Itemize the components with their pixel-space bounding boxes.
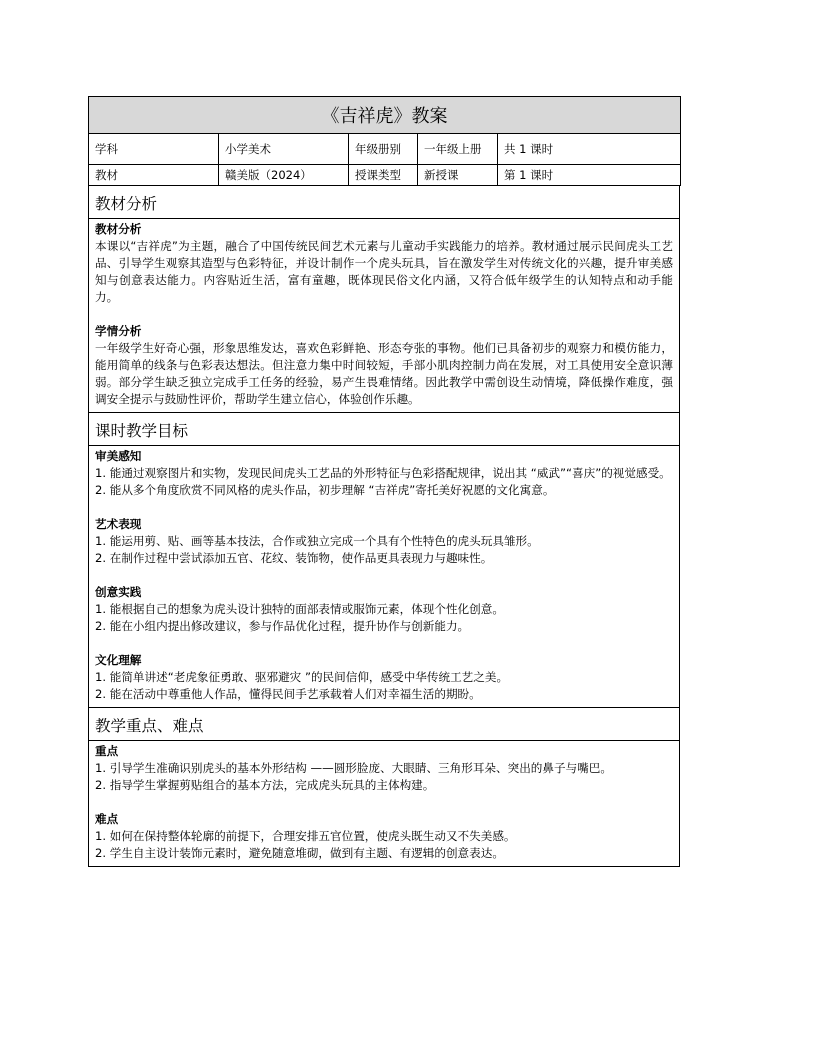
list-item: 2. 指导学生掌握剪贴组合的基本方法，完成虎头玩具的主体构建。 (95, 778, 435, 792)
total-hours: 共 1 课时 (498, 134, 681, 165)
grade-label: 年级册别 (349, 134, 418, 165)
section-heading: 课时教学目标 (89, 413, 679, 446)
subject-label: 学科 (89, 134, 219, 165)
lesson-number: 第 1 课时 (498, 165, 681, 186)
list-item: 2. 学生自主设计装饰元素时，避免随意堆砌，做到有主题、有逻辑的创意表达。 (95, 846, 504, 860)
list-item: 2. 能在活动中尊重他人作品，懂得民间手艺承载着人们对幸福生活的期盼。 (95, 687, 481, 701)
list-item: 2. 能从多个角度欣赏不同风格的虎头作品，初步理解 “吉祥虎”寄托美好祝愿的文化寓意。 (95, 483, 555, 497)
lesson-type-label: 授课类型 (349, 165, 418, 186)
document-title: 《吉祥虎》教案 (89, 97, 681, 134)
subsection-title: 创意实践 (95, 585, 142, 599)
list-item: 1. 如何在保持整体轮廓的前提下，合理安排五官位置，使虎头既生动又不失美感。 (95, 829, 516, 843)
subsection-title: 重点 (95, 744, 119, 758)
subsection-title: 文化理解 (95, 653, 142, 667)
list-item: 1. 引导学生准确识别虎头的基本外形结构 ——圆形脸庞、大眼睛、三角形耳朵、突出的鼻子与嘴巴。 (95, 761, 612, 775)
list-item: 1. 能简单讲述“老虎象征勇敢、驱邪避灾 ”的民间信仰，感受中华传统工艺之美。 (95, 670, 509, 684)
subsection-title: 教材分析 (95, 222, 142, 236)
paragraph: 一年级学生好奇心强，形象思维发达，喜欢色彩鲜艳、形态夸张的事物。他们已具备初步的观察力和模仿能力，能用简单的线条与色彩表达想法。但注意力集中时间较短，手部小肌肉控制力尚在发展，对工具使用安全意识薄弱。部分学生缺乏独立完成手工任务的经验，易产生畏难情绪。因此教学中需创设生动情境，降低操作难度，强调安全提示与鼓励性评价，帮助学生建立信心，体验创作乐趣。 (95, 341, 673, 406)
list-item: 2. 能在小组内提出修改建议，参与作品优化过程，提升协作与创新能力。 (95, 619, 470, 633)
info-row-1 (89, 134, 681, 165)
lesson-plan-document (88, 96, 680, 867)
subsection-title: 学情分析 (95, 324, 142, 338)
subsection-title: 审美感知 (95, 449, 142, 463)
section-heading: 教学重点、难点 (89, 708, 679, 741)
list-item: 1. 能通过观察图片和实物，发现民间虎头工艺品的外形特征与色彩搭配规律，说出其 “威武”“喜庆”的视觉感受。 (95, 466, 671, 480)
section-heading: 教材分析 (89, 186, 679, 219)
list-item: 2. 在制作过程中尝试添加五官、花纹、装饰物，使作品更具表现力与趣味性。 (95, 551, 493, 565)
material-label: 教材 (89, 165, 219, 186)
subsection-title: 难点 (95, 812, 119, 826)
subsection-title: 艺术表现 (95, 517, 142, 531)
subject-value: 小学美术 (219, 134, 349, 165)
section-key-points (88, 708, 680, 867)
lesson-type-value: 新授课 (418, 165, 498, 186)
material-value: 赣美版（2024） (219, 165, 349, 186)
list-item: 1. 能根据自己的想象为虎头设计独特的面部表情或服饰元素，体现个性化创意。 (95, 602, 504, 616)
list-item: 1. 能运用剪、贴、画等基本技法，合作或独立完成一个具有个性特色的虎头玩具雏形。 (95, 534, 539, 548)
section-material-analysis (88, 186, 680, 413)
paragraph: 本课以“吉祥虎”为主题，融合了中国传统民间艺术元素与儿童动手实践能力的培养。教材通过展示民间虎头工艺品、引导学生观察其造型与色彩特征，并设计制作一个虎头玩具，旨在激发学生对传统文化的兴趣，提升审美感知与创意表达能力。内容贴近生活，富有童趣，既体现民俗文化内涵，又符合低年级学生的认知特点和动手能力。 (95, 239, 673, 304)
grade-value: 一年级上册 (418, 134, 498, 165)
info-row-2 (89, 165, 681, 186)
section-teaching-objectives (88, 413, 680, 708)
header-table (88, 96, 681, 186)
